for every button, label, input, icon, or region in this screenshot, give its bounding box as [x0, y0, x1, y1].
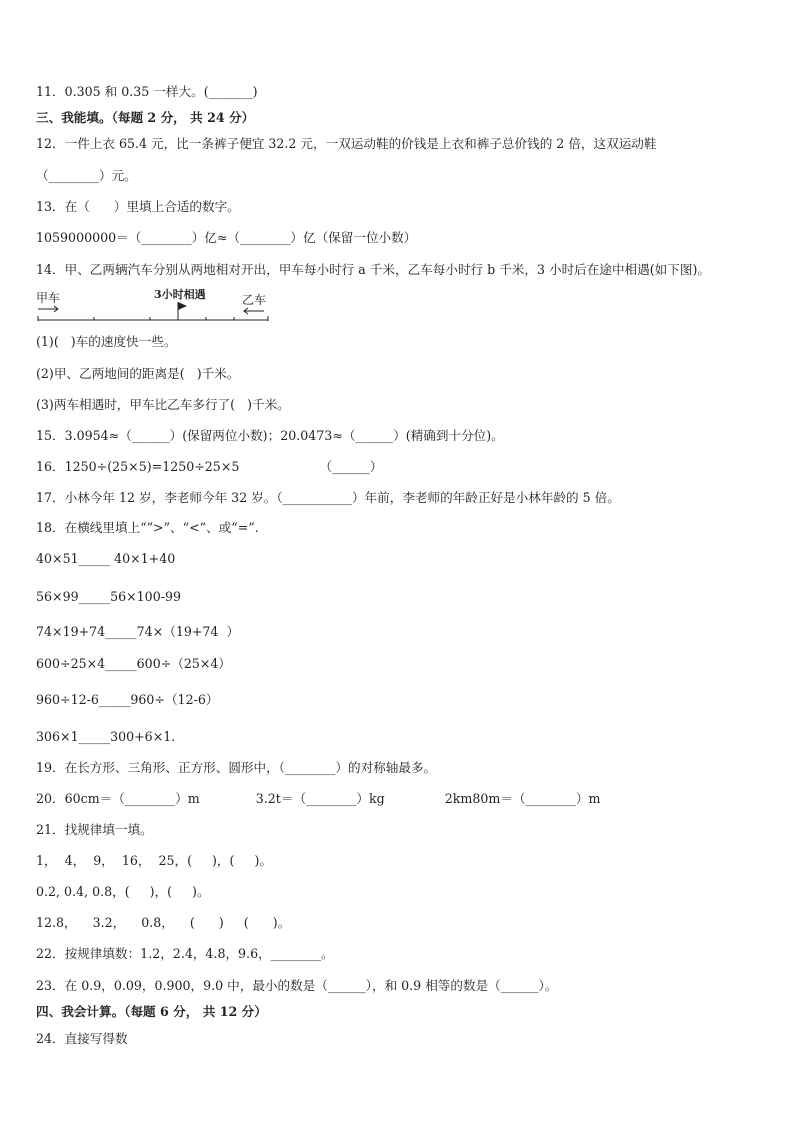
question-12: 12．一件上衣 65.4 元，比一条裤子便宜 32.2 元，一双运动鞋的价钱是上衣和裤子总价钱的 2 倍，这双运动鞋	[36, 136, 657, 151]
question-21-b: 0.2, 0.4, 0.8，( )，( )。	[36, 884, 210, 899]
question-16: 16．1250÷(25×5)=1250÷25×5 （______）	[36, 459, 383, 474]
question-15: 15．3.0954≈（______）(保留两位小数)；20.0473≈（______）(精确到十分位)。	[36, 428, 504, 443]
question-18-e: 960÷12-6_____960÷（12-6）	[36, 692, 219, 707]
question-13: 13．在（ ）里填上合适的数字。	[36, 199, 240, 214]
section-3-heading: 三、我能填。（每题 2 分， 共 24 分）	[36, 110, 255, 125]
question-18-a: 40×51_____ 40×1+40	[36, 551, 176, 566]
question-11: 11．0.305 和 0.35 一样大。(_______)	[36, 84, 258, 99]
right-car-label: 乙车	[242, 293, 267, 307]
meet-label: 3小时相遇	[154, 288, 206, 301]
section-4-heading: 四、我会计算。（每题 6 分， 共 12 分）	[36, 1004, 267, 1019]
question-24: 24．直接写得数	[36, 1031, 128, 1046]
question-17: 17．小林今年 12 岁，李老师今年 32 岁。（___________）年前，李老师的年龄正好是小林年龄的 5 倍。	[36, 490, 620, 505]
question-18-d: 600÷25×4_____600÷（25×4）	[36, 656, 232, 671]
question-20: 20．60cm＝（________）m 3.2t＝（________）kg 2km80m＝（________）m	[36, 791, 601, 806]
left-car-label: 甲车	[36, 291, 61, 305]
question-21-a: 1， 4， 9， 16， 25，( )，( )。	[36, 853, 272, 868]
question-23: 23．在 0.9，0.09，0.900，9.0 中，最小的数是（______），和 0.9 相等的数是（______）。	[36, 978, 558, 993]
question-22: 22．按规律填数：1.2，2.4，4.8，9.6，________。	[36, 946, 334, 961]
question-14-2: (2)甲、乙两地间的距离是( )千米。	[36, 366, 240, 381]
meeting-diagram	[36, 288, 276, 328]
question-18-f: 306×1_____300+6×1.	[36, 729, 176, 744]
question-21-c: 12.8， 3.2， 0.8， ( ) ( )。	[36, 915, 291, 930]
question-21: 21．找规律填一填。	[36, 822, 153, 837]
question-18-b: 56×99_____56×100-99	[36, 589, 181, 604]
question-14-1: (1)( )车的速度快一些。	[36, 334, 177, 349]
question-19: 19．在长方形、三角形、正方形、圆形中，（________）的对称轴最多。	[36, 760, 437, 775]
flag-icon	[178, 302, 187, 310]
question-13-blank: 1059000000＝（________）亿≈（________）亿（保留一位小数）	[36, 230, 417, 245]
question-18-c: 74×19+74_____74×（19+74 ）	[36, 624, 240, 639]
question-18: 18．在横线里填上“”>”、“<”、或“=”.	[36, 520, 259, 535]
question-12-answer: （________）元。	[36, 168, 137, 183]
question-14-3: (3)两车相遇时，甲车比乙车多行了( )千米。	[36, 397, 290, 412]
question-14: 14．甲、乙两辆汽车分别从两地相对开出，甲车每小时行 a 千米，乙车每小时行 b 千米，3 小时后在途中相遇(如下图)。	[36, 262, 710, 277]
